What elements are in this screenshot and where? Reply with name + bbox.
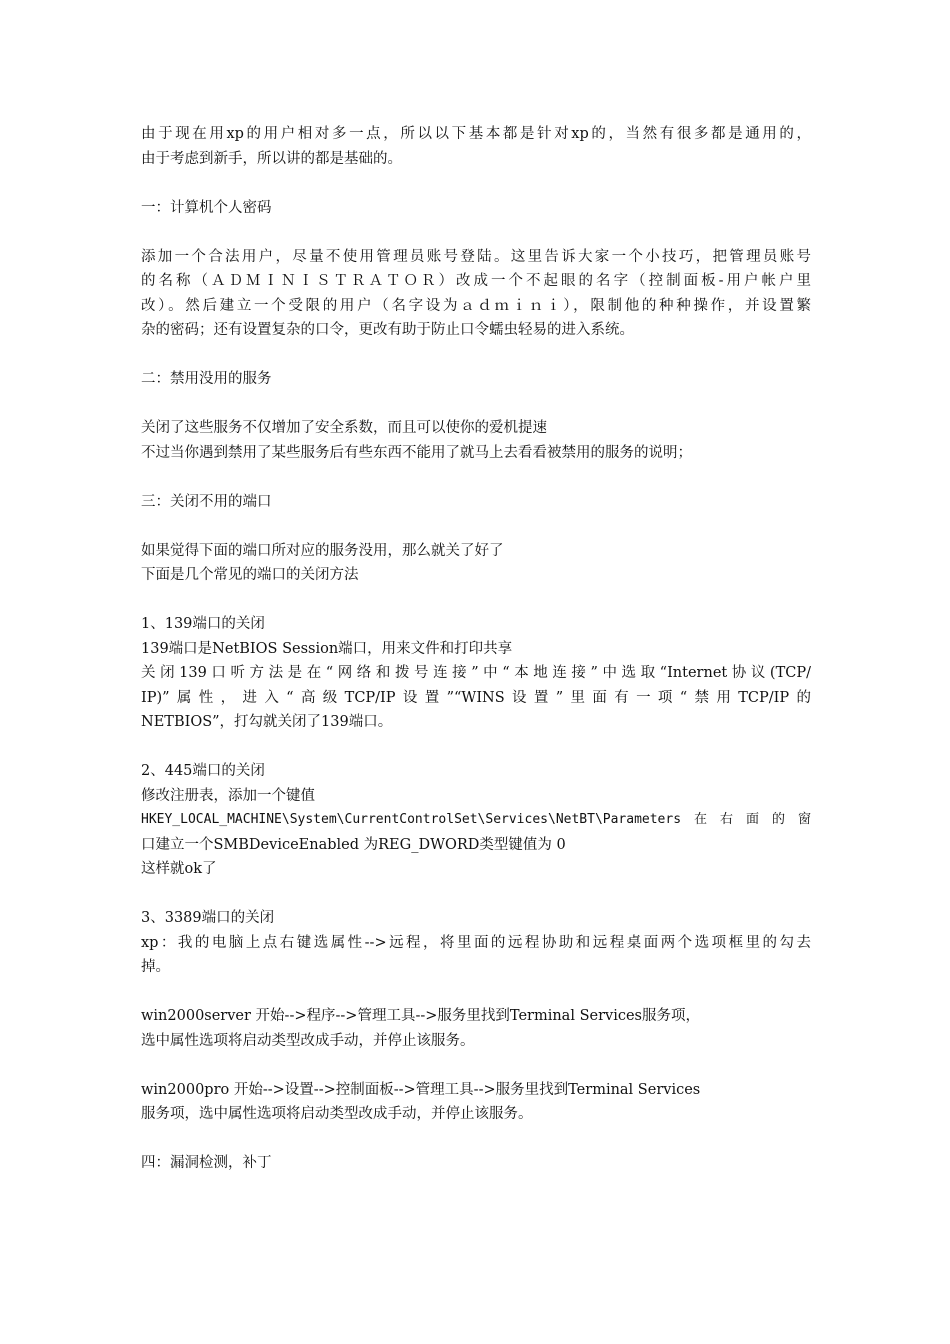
paragraph-gap — [141, 1127, 811, 1152]
paragraph-line: 掉。 — [141, 959, 170, 975]
paragraph-gap — [141, 588, 811, 613]
paragraph-gap — [141, 882, 811, 907]
registry-path-line: HKEY_LOCAL_MACHINE\System\CurrentControlSet\Services\NetBT\Parameters在右面的窗 — [141, 812, 811, 827]
paragraph-gap — [141, 171, 811, 196]
paragraph-gap — [141, 220, 811, 245]
subsection-title: 2、445端口的关闭 — [141, 763, 265, 779]
paragraph-line: 添加一个合法用户，尽量不使用管理员账号登陆。这里告诉大家一个小技巧，把管理员账号 — [141, 248, 811, 265]
section-heading: 二：禁用没用的服务 — [141, 371, 272, 387]
paragraph-line: 杂的密码；还有设置复杂的口令，更改有助于防止口令蠕虫轻易的进入系统。 — [141, 322, 634, 338]
paragraph-line: 关闭了这些服务不仅增加了安全系数，而且可以使你的爱机提速 — [141, 420, 547, 436]
paragraph-line: xp：我的电脑上点右键选属性-->远程，将里面的远程协助和远程桌面两个选项框里的勾去 — [141, 934, 811, 951]
section-heading: 一：计算机个人密码 — [141, 199, 272, 216]
subsection-title: 1、139端口的关闭 — [141, 616, 265, 632]
paragraph-line: 的名称（ＡＤＭＩＮＩＳＴＲＡＴＯＲ）改成一个不起眼的名字（控制面板-用户帐户里 — [141, 273, 811, 289]
paragraph-line: 关闭139口听方法是在“网络和拨号连接”中“本地连接”中选取“Internet协议(TCP/ — [141, 665, 811, 681]
paragraph-line: NETBIOS”，打勾就关闭了139端口。 — [141, 714, 393, 730]
paragraph-line: win2000pro 开始-->设置-->控制面板-->管理工具-->服务里找到Terminal Services — [141, 1081, 701, 1098]
paragraph-line: 修改注册表，添加一个键值 — [141, 787, 315, 804]
paragraph-line: 这样就ok了 — [141, 861, 217, 877]
paragraph-line: 139端口是NetBIOS Session端口，用来文件和打印共享 — [141, 640, 513, 657]
subsection-title: 3、3389端口的关闭 — [141, 910, 275, 926]
paragraph-gap — [141, 735, 811, 760]
section-heading: 四：漏洞检测，补丁 — [141, 1155, 272, 1171]
paragraph-gap — [141, 343, 811, 368]
intro-line: 由于现在用xp的用户相对多一点，所以以下基本都是针对xp的，当然有很多都是通用的， — [141, 126, 811, 142]
paragraph-gap — [141, 514, 811, 539]
paragraph-line: 不过当你遇到禁用了某些服务后有些东西不能用了就马上去看看被禁用的服务的说明； — [141, 444, 692, 461]
paragraph-gap — [141, 392, 811, 417]
paragraph-line: IP)”属性，进入“高级TCP/IP设置”“WINS设置”里面有一项“禁用TCP/IP的 — [141, 689, 811, 706]
paragraph-gap — [141, 980, 811, 1005]
paragraph-gap — [141, 1053, 811, 1078]
intro-line: 由于考虑到新手，所以讲的都是基础的。 — [141, 150, 402, 167]
paragraph-line: 服务项，选中属性选项将启动类型改成手动，并停止该服务。 — [141, 1106, 533, 1122]
paragraph-line: 选中属性选项将启动类型改成手动，并停止该服务。 — [141, 1032, 475, 1049]
paragraph-gap — [141, 465, 811, 490]
paragraph-line: 如果觉得下面的端口所对应的服务没用，那么就关了好了 — [141, 542, 504, 559]
paragraph-line: 口建立一个SMBDeviceEnabled 为REG_DWORD类型键值为 0 — [141, 836, 566, 853]
section-heading: 三：关闭不用的端口 — [141, 493, 272, 510]
paragraph-line: 下面是几个常见的端口的关闭方法 — [141, 567, 359, 583]
paragraph-line: win2000server 开始-->程序-->管理工具-->服务里找到Terminal Services服务项， — [141, 1008, 700, 1024]
document-body — [141, 122, 811, 1176]
paragraph-line: 改）。然后建立一个受限的用户（名字设为ａｄｍｉｎｉ），限制他的种种操作，并设置繁 — [141, 297, 811, 314]
